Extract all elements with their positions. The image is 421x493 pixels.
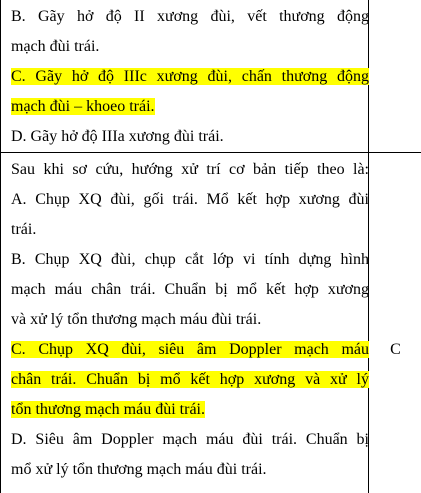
option-c-line-2 bbox=[11, 365, 369, 395]
correct-answer: C bbox=[390, 341, 401, 358]
option-b-line-3: và xử lý tổn thương mạch máu đùi trái. bbox=[11, 311, 262, 328]
row1-question-cell bbox=[11, 2, 369, 152]
option-c-line-1 bbox=[11, 62, 369, 92]
table-left-border bbox=[0, 0, 1, 493]
option-b-line-2: mạch máu chân trái. Chuẩn bị mổ kết hợp xương bbox=[11, 281, 369, 298]
option-d-line-1: D. Gãy hở độ IIIa xương đùi trái. bbox=[11, 128, 224, 145]
option-a-line-2: trái. bbox=[11, 221, 37, 238]
option-c-line-2 bbox=[11, 92, 369, 122]
question-stem: Sau khi sơ cứu, hướng xử trí cơ bản tiếp theo là: bbox=[11, 161, 369, 178]
highlighted-answer-text: tổn thương mạch máu đùi trái. bbox=[11, 401, 205, 418]
option-d-line-2: mổ xử lý tổn thương mạch máu đùi trái. bbox=[11, 461, 267, 478]
highlighted-answer-text: mạch đùi – khoeo trái. bbox=[11, 98, 155, 115]
highlighted-answer-text: C. Chụp XQ đùi, siêu âm Doppler mạch máu bbox=[11, 341, 369, 358]
row2-question-cell bbox=[11, 155, 369, 485]
highlighted-answer-text: C. Gãy hở độ IIIc xương đùi, chấn thương động bbox=[11, 68, 369, 85]
option-c-line-1 bbox=[11, 335, 369, 365]
option-b-line-1: B. Chụp XQ đùi, chụp cắt lớp vi tính dựng hình bbox=[11, 251, 369, 268]
option-b-line-1: B. Gãy hở độ II xương đùi, vết thương động bbox=[11, 8, 369, 25]
option-b-line-2: mạch đùi trái. bbox=[11, 38, 100, 55]
option-c-line-3 bbox=[11, 395, 369, 425]
option-d-line-1: D. Siêu âm Doppler mạch máu đùi trái. Chuẩn bị bbox=[11, 431, 369, 448]
table-row-divider bbox=[0, 152, 421, 153]
highlighted-answer-text: chân trái. Chuẩn bị mổ kết hợp xương và xử lý bbox=[11, 371, 369, 388]
option-a-line-1: A. Chụp XQ đùi, gối trái. Mổ kết hợp xương đùi bbox=[11, 191, 369, 208]
